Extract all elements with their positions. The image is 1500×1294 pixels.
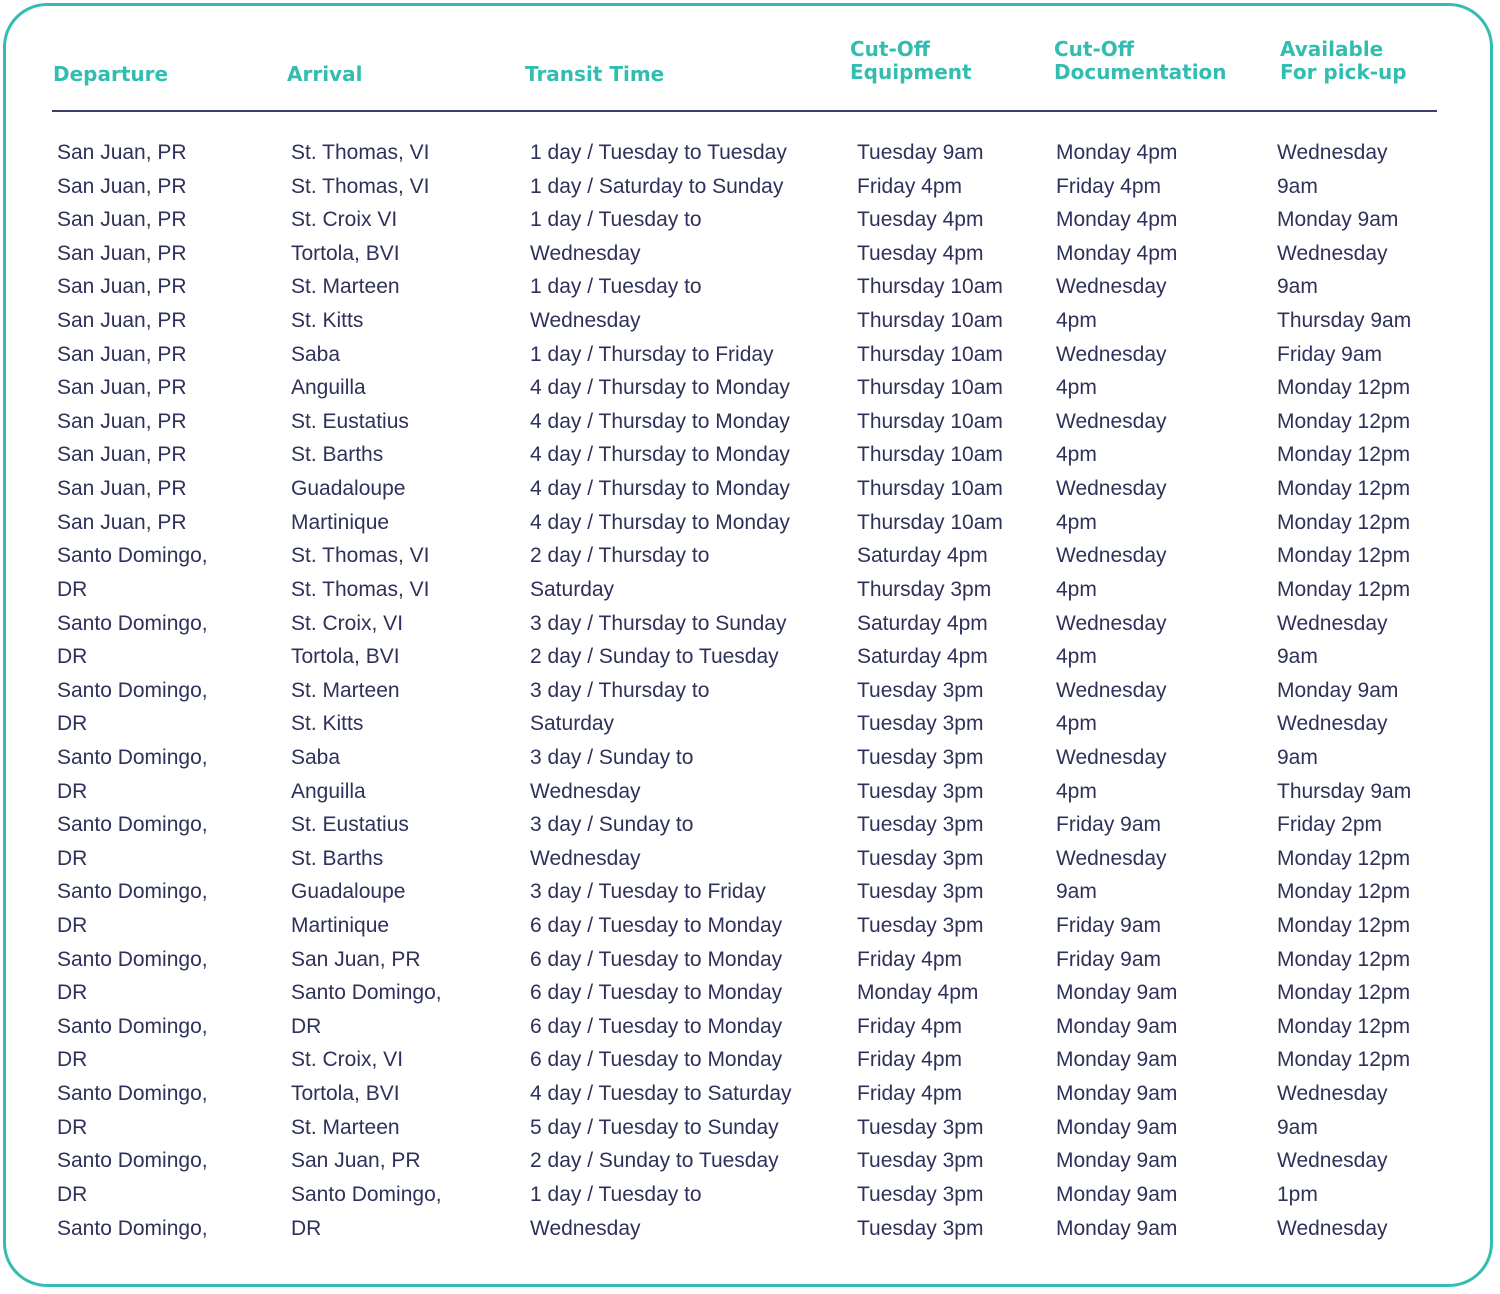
table-cell: St. Eustatius bbox=[291, 813, 409, 837]
table-cell: Santo Domingo, bbox=[291, 981, 442, 1005]
table-cell: San Juan, PR bbox=[57, 510, 187, 534]
table-cell: 9am bbox=[1277, 275, 1318, 299]
table-cell: 1 day / Saturday to Sunday bbox=[530, 174, 784, 198]
table-cell: Monday 12pm bbox=[1277, 544, 1411, 568]
table-cell: Friday 9am bbox=[1277, 342, 1383, 366]
table-cell: 6 day / Tuesday to Monday bbox=[530, 1048, 783, 1072]
available-pickup-column bbox=[1277, 136, 1411, 1245]
table-cell: Santo Domingo, bbox=[57, 1149, 208, 1173]
table-cell: Tuesday 9am bbox=[857, 141, 984, 164]
table-cell: Friday 4pm bbox=[1056, 174, 1162, 198]
header-cutoff-equipment: Cut-Off Equipment bbox=[850, 37, 972, 84]
table-cell: Monday 12pm bbox=[1277, 1048, 1411, 1072]
table-cell: 4pm bbox=[1056, 443, 1097, 467]
table-cell: Wednesday bbox=[1056, 846, 1167, 870]
table-cell: Saturday bbox=[530, 712, 615, 736]
table-cell: Monday 12pm bbox=[1277, 510, 1411, 534]
table-cell: Thursday 10am bbox=[857, 477, 1003, 501]
table-cell: Tortola, BVI bbox=[291, 241, 400, 265]
table-cell: 4pm bbox=[1056, 645, 1097, 669]
table-cell: Wednesday bbox=[1277, 611, 1388, 635]
table-cell: Tuesday 3pm bbox=[857, 914, 984, 938]
table-cell: Santo Domingo, bbox=[291, 1182, 442, 1206]
table-cell: Tuesday 3pm bbox=[857, 1216, 984, 1240]
arrival-column bbox=[291, 136, 442, 1245]
table-cell: Monday 4pm bbox=[1056, 241, 1178, 265]
table-cell: DR bbox=[57, 577, 88, 601]
table-cell: 4 day / Thursday to Monday bbox=[530, 409, 790, 433]
table-cell: Thursday 10am bbox=[857, 510, 1003, 534]
header-transit-time: Transit Time bbox=[525, 62, 665, 86]
table-cell: St. Thomas, VI bbox=[291, 174, 430, 198]
table-cell: Monday 12pm bbox=[1277, 376, 1411, 400]
table-cell: 1pm bbox=[1277, 1182, 1318, 1206]
table-cell: Wednesday bbox=[530, 1216, 641, 1240]
table-cell: 4pm bbox=[1056, 779, 1097, 803]
table-cell: Santo Domingo, bbox=[57, 745, 208, 769]
table-cell: San Juan, PR bbox=[57, 409, 187, 433]
table-cell: Monday 9am bbox=[1277, 208, 1399, 232]
table-cell: Wednesday bbox=[1277, 712, 1388, 736]
table-cell: Saturday 4pm bbox=[857, 611, 988, 635]
table-cell: 2 day / Sunday to Tuesday bbox=[530, 1149, 779, 1173]
table-cell: Monday 4pm bbox=[1056, 141, 1178, 164]
table-cell: Wednesday bbox=[1056, 745, 1167, 769]
table-cell: 9am bbox=[1277, 1115, 1318, 1139]
table-cell: Wednesday bbox=[1056, 409, 1167, 433]
table-cell: 3 day / Sunday to bbox=[530, 813, 694, 837]
table-cell: 1 day / Tuesday to bbox=[530, 1182, 702, 1206]
table-cell: Tuesday 3pm bbox=[857, 880, 984, 904]
table-cell: 4 day / Tuesday to Saturday bbox=[530, 1082, 792, 1106]
table-cell: San Juan, PR bbox=[57, 141, 187, 164]
table-cell: Friday 9am bbox=[1056, 813, 1162, 837]
table-cell: St. Kitts bbox=[291, 309, 364, 333]
table-cell: Thursday 3pm bbox=[857, 577, 992, 601]
table-cell: Tuesday 3pm bbox=[857, 846, 984, 870]
departure-column bbox=[57, 136, 208, 1245]
table-cell: San Juan, PR bbox=[57, 342, 187, 366]
table-cell: Friday 4pm bbox=[857, 1082, 963, 1106]
table-cell: Tuesday 3pm bbox=[857, 745, 984, 769]
table-cell: Monday 9am bbox=[1056, 981, 1178, 1005]
table-cell: San Juan, PR bbox=[57, 376, 187, 400]
table-cell: Tuesday 4pm bbox=[857, 208, 984, 232]
table-cell: Wednesday bbox=[1056, 678, 1167, 702]
table-cell: 6 day / Tuesday to Monday bbox=[530, 914, 783, 938]
header-cutoff-documentation: Cut-Off Documentation bbox=[1054, 37, 1227, 84]
table-cell: Santo Domingo, bbox=[57, 880, 208, 904]
table-cell: St. Barths bbox=[291, 443, 384, 467]
table-cell: Monday 12pm bbox=[1277, 443, 1411, 467]
table-cell: Santo Domingo, bbox=[57, 678, 208, 702]
table-cell: Santo Domingo, bbox=[57, 611, 208, 635]
table-cell: St. Thomas, VI bbox=[291, 544, 430, 568]
table-cell: DR bbox=[57, 846, 88, 870]
table-cell: Anguilla bbox=[291, 779, 366, 803]
table-cell: 1 day / Tuesday to Tuesday bbox=[530, 141, 787, 164]
table-cell: DR bbox=[57, 1115, 88, 1139]
table-cell: DR bbox=[291, 1216, 322, 1240]
table-cell: Tuesday 4pm bbox=[857, 241, 984, 265]
table-cell: St. Thomas, VI bbox=[291, 141, 430, 164]
table-cell: Thursday 9am bbox=[1277, 309, 1412, 333]
table-cell: Anguilla bbox=[291, 376, 366, 400]
table-cell: Thursday 10am bbox=[857, 409, 1003, 433]
table-cell: DR bbox=[57, 981, 88, 1005]
table-cell: San Juan, PR bbox=[57, 208, 187, 232]
table-cell: DR bbox=[291, 1014, 322, 1038]
cutoff-equipment-column bbox=[857, 136, 1003, 1245]
table-cell: San Juan, PR bbox=[57, 309, 187, 333]
header-divider bbox=[52, 110, 1437, 112]
table-cell: 9am bbox=[1277, 174, 1318, 198]
table-cell: Santo Domingo, bbox=[57, 947, 208, 971]
table-cell: St. Kitts bbox=[291, 712, 364, 736]
table-cell: Thursday 10am bbox=[857, 376, 1003, 400]
table-cell: DR bbox=[57, 914, 88, 938]
table-cell: Wednesday bbox=[530, 779, 641, 803]
table-cell: Tuesday 3pm bbox=[857, 1115, 984, 1139]
table-cell: Santo Domingo, bbox=[57, 1216, 208, 1240]
table-cell: Monday 9am bbox=[1056, 1082, 1178, 1106]
table-cell: Monday 12pm bbox=[1277, 477, 1411, 501]
table-cell: St. Croix, VI bbox=[291, 611, 404, 635]
table-cell: Monday 12pm bbox=[1277, 577, 1411, 601]
table-cell: Monday 9am bbox=[1056, 1115, 1178, 1139]
table-cell: Tuesday 3pm bbox=[857, 1149, 984, 1173]
table-cell: Monday 9am bbox=[1056, 1182, 1178, 1206]
table-cell: Wednesday bbox=[530, 309, 641, 333]
table-cell: Wednesday bbox=[530, 241, 641, 265]
table-cell: 1 day / Tuesday to bbox=[530, 275, 702, 299]
table-cell: Monday 12pm bbox=[1277, 880, 1411, 904]
table-cell: Tuesday 3pm bbox=[857, 1182, 984, 1206]
table-cell: Monday 12pm bbox=[1277, 914, 1411, 938]
table-cell: San Juan, PR bbox=[57, 174, 187, 198]
table-cell: Monday 9am bbox=[1056, 1048, 1178, 1072]
table-cell: Guadaloupe bbox=[291, 477, 406, 501]
table-cell: 3 day / Thursday to Sunday bbox=[530, 611, 787, 635]
table-cell: DR bbox=[57, 779, 88, 803]
table-cell: Thursday 10am bbox=[857, 342, 1003, 366]
table-cell: Tuesday 3pm bbox=[857, 678, 984, 702]
table-cell: Monday 12pm bbox=[1277, 409, 1411, 433]
table-cell: St. Marteen bbox=[291, 1115, 400, 1139]
table-cell: 3 day / Thursday to bbox=[530, 678, 710, 702]
table-cell: 3 day / Tuesday to Friday bbox=[530, 880, 766, 904]
table-cell: Wednesday bbox=[1277, 1216, 1388, 1240]
table-cell: 9am bbox=[1056, 880, 1097, 904]
cutoff-documentation-column bbox=[1056, 136, 1177, 1245]
table-cell: San Juan, PR bbox=[57, 443, 187, 467]
table-cell: DR bbox=[57, 645, 88, 669]
table-cell: Monday 4pm bbox=[1056, 208, 1178, 232]
table-cell: Wednesday bbox=[1056, 342, 1167, 366]
table-cell: Wednesday bbox=[1056, 275, 1167, 299]
table-cell: Monday 4pm bbox=[857, 981, 979, 1005]
table-cell: Wednesday bbox=[530, 846, 641, 870]
table-cell: Santo Domingo, bbox=[57, 813, 208, 837]
table-cell: St. Croix VI bbox=[291, 208, 398, 232]
table-cell: Tortola, BVI bbox=[291, 1082, 400, 1106]
table-cell: Monday 9am bbox=[1056, 1014, 1178, 1038]
table-cell: Thursday 10am bbox=[857, 275, 1003, 299]
table-cell: Monday 9am bbox=[1056, 1216, 1178, 1240]
table-cell: Wednesday bbox=[1277, 1082, 1388, 1106]
table-cell: Saba bbox=[291, 342, 341, 366]
table-cell: Monday 12pm bbox=[1277, 846, 1411, 870]
table-cell: St. Eustatius bbox=[291, 409, 409, 433]
table-cell: Saturday 4pm bbox=[857, 645, 988, 669]
table-cell: Santo Domingo, bbox=[57, 1082, 208, 1106]
table-cell: Wednesday bbox=[1277, 241, 1388, 265]
table-cell: Santo Domingo, bbox=[57, 544, 208, 568]
table-cell: Saturday bbox=[530, 577, 615, 601]
table-cell: Guadaloupe bbox=[291, 880, 406, 904]
table-cell: Monday 12pm bbox=[1277, 947, 1411, 971]
header-arrival: Arrival bbox=[287, 62, 363, 86]
table-cell: Monday 9am bbox=[1277, 678, 1399, 702]
table-cell: St. Thomas, VI bbox=[291, 577, 430, 601]
table-cell: 9am bbox=[1277, 645, 1318, 669]
table-cell: 6 day / Tuesday to Monday bbox=[530, 1014, 783, 1038]
table-cell: 4 day / Thursday to Monday bbox=[530, 510, 790, 534]
table-cell: 4pm bbox=[1056, 712, 1097, 736]
table-cell: San Juan, PR bbox=[291, 947, 421, 971]
table-cell: Wednesday bbox=[1277, 141, 1388, 164]
table-cell: Tuesday 3pm bbox=[857, 779, 984, 803]
header-available-pickup: Available For pick-up bbox=[1280, 37, 1407, 84]
table-cell: St. Barths bbox=[291, 846, 384, 870]
table-cell: Tuesday 3pm bbox=[857, 712, 984, 736]
table-cell: Monday 12pm bbox=[1277, 1014, 1411, 1038]
table-cell: Thursday 9am bbox=[1277, 779, 1412, 803]
table-cell: San Juan, PR bbox=[57, 241, 187, 265]
table-cell: 5 day / Tuesday to Sunday bbox=[530, 1115, 779, 1139]
table-cell: 4 day / Thursday to Monday bbox=[530, 443, 790, 467]
table-cell: DR bbox=[57, 1048, 88, 1072]
table-cell: Friday 2pm bbox=[1277, 813, 1383, 837]
table-cell: Martinique bbox=[291, 914, 390, 938]
table-cell: 6 day / Tuesday to Monday bbox=[530, 947, 783, 971]
table-cell: DR bbox=[57, 712, 88, 736]
table-cell: Friday 4pm bbox=[857, 947, 963, 971]
table-cell: 4pm bbox=[1056, 376, 1097, 400]
table-cell: 4pm bbox=[1056, 510, 1097, 534]
table-cell: Friday 4pm bbox=[857, 1048, 963, 1072]
table-header-row bbox=[0, 0, 1500, 110]
table-cell: San Juan, PR bbox=[291, 1149, 421, 1173]
table-cell: Santo Domingo, bbox=[57, 1014, 208, 1038]
table-cell: Wednesday bbox=[1056, 477, 1167, 501]
transit-time-column bbox=[530, 136, 792, 1245]
table-cell: San Juan, PR bbox=[57, 477, 187, 501]
table-cell: Thursday 10am bbox=[857, 309, 1003, 333]
table-cell: St. Marteen bbox=[291, 678, 400, 702]
table-cell: 1 day / Tuesday to bbox=[530, 208, 702, 232]
table-cell: Saturday 4pm bbox=[857, 544, 988, 568]
table-cell: 2 day / Thursday to bbox=[530, 544, 710, 568]
table-cell: Wednesday bbox=[1277, 1149, 1388, 1173]
table-cell: Tuesday 3pm bbox=[857, 813, 984, 837]
table-cell: 6 day / Tuesday to Monday bbox=[530, 981, 783, 1005]
table-cell: 4 day / Thursday to Monday bbox=[530, 477, 790, 501]
table-cell: Saba bbox=[291, 745, 341, 769]
table-cell: Martinique bbox=[291, 510, 390, 534]
table-cell: Thursday 10am bbox=[857, 443, 1003, 467]
table-cell: Friday 4pm bbox=[857, 1014, 963, 1038]
header-departure: Departure bbox=[53, 62, 169, 86]
table-cell: Monday 12pm bbox=[1277, 981, 1411, 1005]
table-cell: Friday 4pm bbox=[857, 174, 963, 198]
table-cell: Friday 9am bbox=[1056, 947, 1162, 971]
table-cell: 4pm bbox=[1056, 309, 1097, 333]
table-cell: St. Marteen bbox=[291, 275, 400, 299]
table-cell: 9am bbox=[1277, 745, 1318, 769]
table-cell: Wednesday bbox=[1056, 611, 1167, 635]
table-cell: 3 day / Sunday to bbox=[530, 745, 694, 769]
table-cell: Tortola, BVI bbox=[291, 645, 400, 669]
table-cell: 4pm bbox=[1056, 577, 1097, 601]
table-cell: San Juan, PR bbox=[57, 275, 187, 299]
table-cell: Friday 9am bbox=[1056, 914, 1162, 938]
table-cell: 2 day / Sunday to Tuesday bbox=[530, 645, 779, 669]
table-cell: St. Croix, VI bbox=[291, 1048, 404, 1072]
table-cell: Wednesday bbox=[1056, 544, 1167, 568]
table-cell: 1 day / Thursday to Friday bbox=[530, 342, 774, 366]
table-cell: DR bbox=[57, 1182, 88, 1206]
table-cell: 4 day / Thursday to Monday bbox=[530, 376, 790, 400]
table-cell: Monday 9am bbox=[1056, 1149, 1178, 1173]
